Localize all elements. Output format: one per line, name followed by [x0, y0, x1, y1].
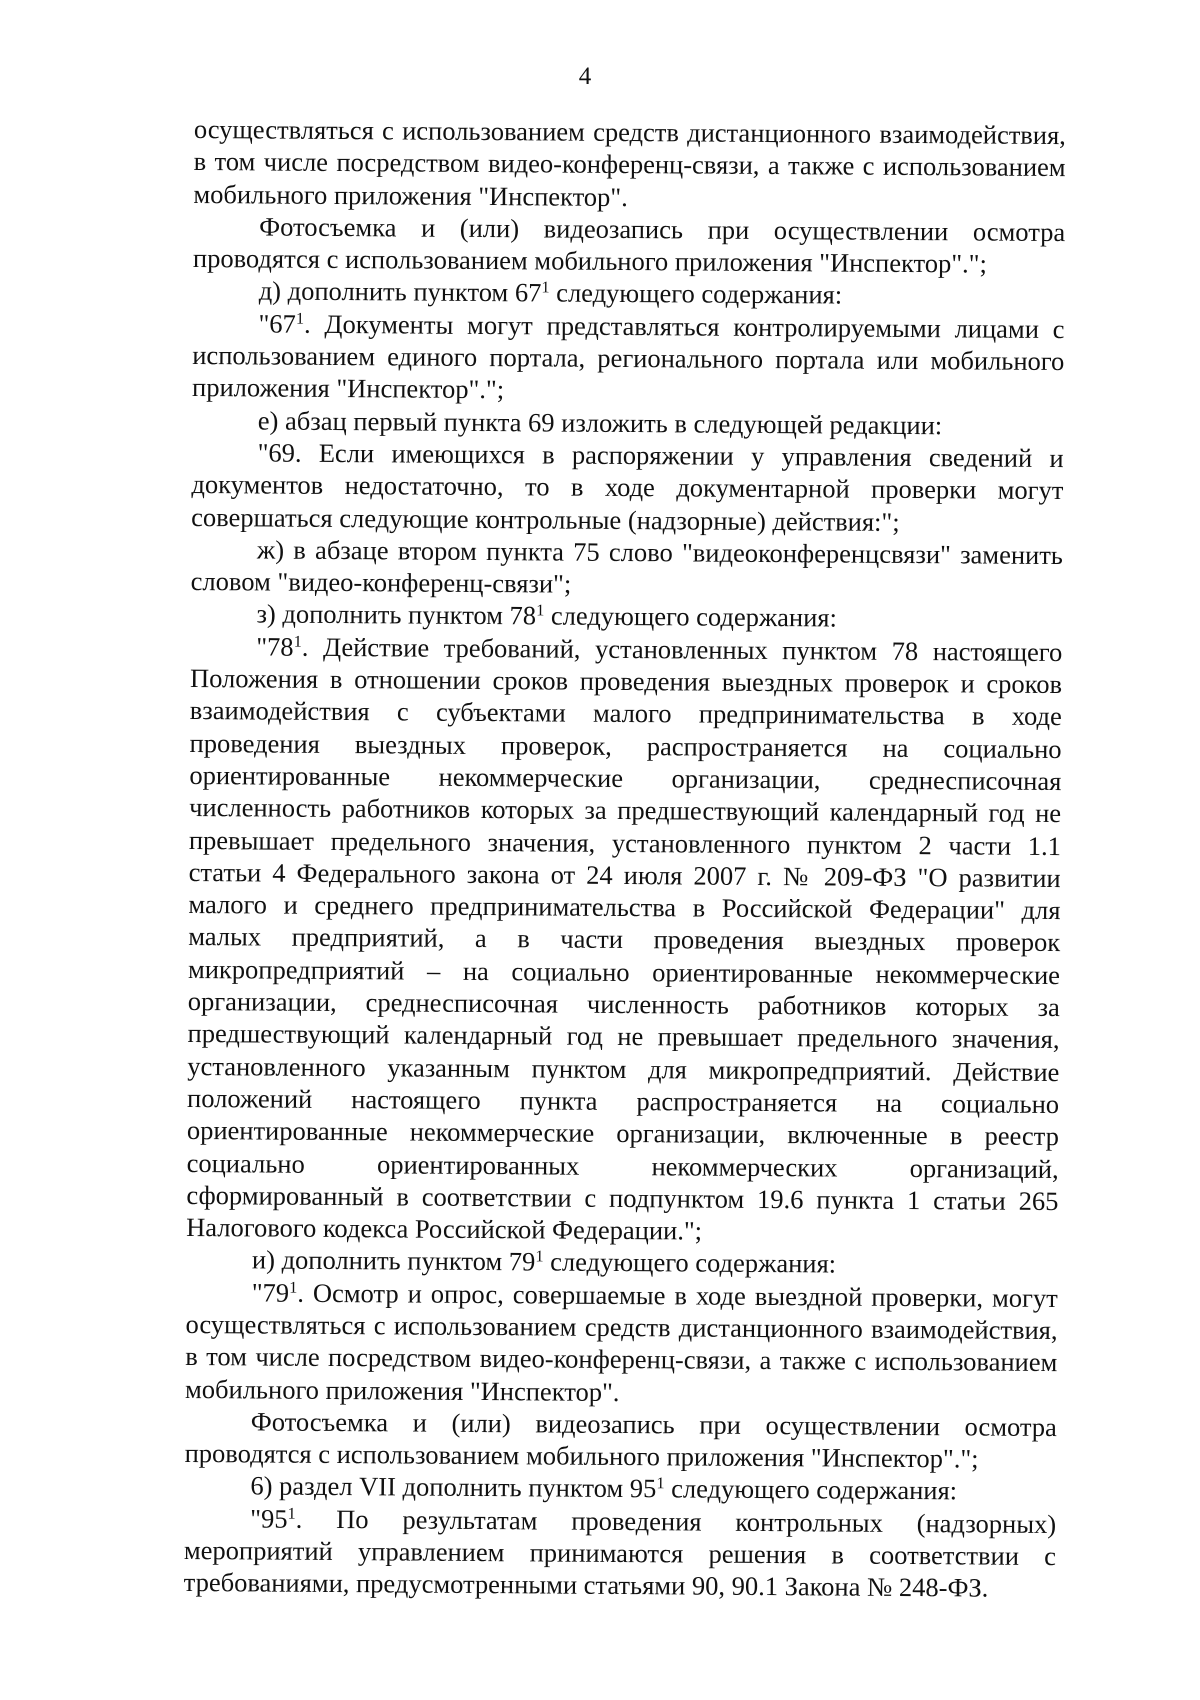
- paragraph-text: "78: [256, 631, 294, 662]
- amendment-paragraph: [191, 533, 1063, 604]
- paragraph-text: . Документы могут представляться контролируемыми лицами с использованием единого портала, регионального портала или мобильного приложения "Инспектор".";: [191, 308, 1065, 405]
- paragraph-text: следующего содержания:: [543, 1246, 837, 1279]
- paragraph: [191, 436, 1064, 539]
- superscript: 1: [656, 1473, 665, 1493]
- paragraph-text: . Действие требований, установленных пунктом 78 настоящего Положения в отношении сроков проведения выездных проверок и сроков взаимодействия с субъектами малого предпринимательства в ходе проведения выездных проверок, распространяется на социально ориентированные некоммерческие организации, среднесписочная численность работников которых за предшествующий календарный год не превышает предельного значения, установленного пунктом 2 части 1.1 статьи 4 Федерального закона от 24 июля 2007 г. № 209-ФЗ "О развитии малого и среднего предпринимательства в Российской Федерации" для малых предприятий, а в части проведения выездных проверок микропредприятий – на социально ориентированные некоммерческие организации, среднесписочная численность работников которых за предшествующий календарный год не превышает предельного значения, установленного указанным пунктом для микропредприятий. Действие положений настоящего пункта распространяется на социально ориентированные некоммерческие организации, включенные в реестр социально ориентированных некоммерческих организаций, сформированный в соответствии с подпунктом 19.6 пункта 1 статьи 265 Налогового кодекса Российской Федерации.";: [186, 631, 1063, 1246]
- paragraph: [184, 1502, 1057, 1605]
- superscript: 1: [287, 1503, 296, 1523]
- superscript: 1: [289, 1277, 298, 1297]
- paragraph-text: Фотосъемка и (или) видеозапись при осуществлении осмотра проводятся с использованием мобильного приложения "Инспектор".";: [192, 211, 1066, 279]
- superscript: 1: [536, 600, 545, 620]
- paragraph-text: осуществляться с использованием средств дистанционного взаимодействия, в том числе посредством видео-конференц-связи, а также с использованием мобильного приложения "Инспектор".: [193, 113, 1066, 212]
- paragraph-text: 6) раздел VII дополнить пунктом 95: [250, 1470, 657, 1504]
- paragraph-text: "79: [251, 1277, 290, 1308]
- paragraph-text: следующего содержания:: [544, 600, 837, 633]
- paragraph: [192, 307, 1065, 410]
- paragraph: [193, 210, 1065, 281]
- paragraph-text: . Осмотр и опрос, совершаемые в ходе выездной проверки, могут осуществляться с использованием средств дистанционного взаимодействия, в том числе посредством видео-конференц-связи, а также с использованием мобильного приложения "Инспектор".: [184, 1277, 1058, 1407]
- superscript: 1: [293, 631, 302, 651]
- superscript: 1: [541, 277, 550, 297]
- paragraph-text: . По результатам проведения контрольных (надзорных) мероприятий управлением принимаются решения в соответствии с требованиями, предусмотренными статьями 90, 90.1 Закона № 248-ФЗ.: [183, 1503, 1057, 1603]
- paragraph-text: "69. Если имеющихся в распоряжении у управления сведений и документов недостаточно, то в ходе документарной проверки могут совершаться следующие контрольные (надзорные) действия:";: [191, 437, 1064, 537]
- paragraph-text: д) дополнить пунктом 67: [258, 275, 542, 308]
- page-number: 4: [578, 63, 592, 90]
- paragraph: [186, 630, 1062, 1250]
- paragraph-text: е) абзац первый пункта 69 изложить в следующей редакции:: [257, 405, 943, 440]
- paragraph: [185, 1276, 1058, 1411]
- paragraph-text: з) дополнить пунктом 78: [256, 598, 537, 631]
- paragraph-text: "95: [250, 1503, 288, 1534]
- superscript: 1: [535, 1246, 544, 1266]
- paragraph-text: "67: [258, 308, 296, 339]
- paragraph-text: ж) в абзаце втором пункта 75 слово "видеоконференцсвязи" заменить словом "видео-конференц-связи";: [190, 534, 1064, 599]
- paragraph-text: следующего содержания:: [549, 277, 843, 311]
- paragraph: [185, 1405, 1057, 1476]
- document-body: [184, 113, 1066, 1605]
- paragraph-text: следующего содержания:: [664, 1473, 958, 1506]
- paragraph: [193, 113, 1066, 216]
- paragraph-text: и) дополнить пунктом 79: [251, 1244, 536, 1277]
- paragraph-text: Фотосъемка и (или) видеозапись при осуществлении осмотра проводятся с использованием мобильного приложения "Инспектор".";: [184, 1406, 1057, 1474]
- superscript: 1: [295, 308, 305, 328]
